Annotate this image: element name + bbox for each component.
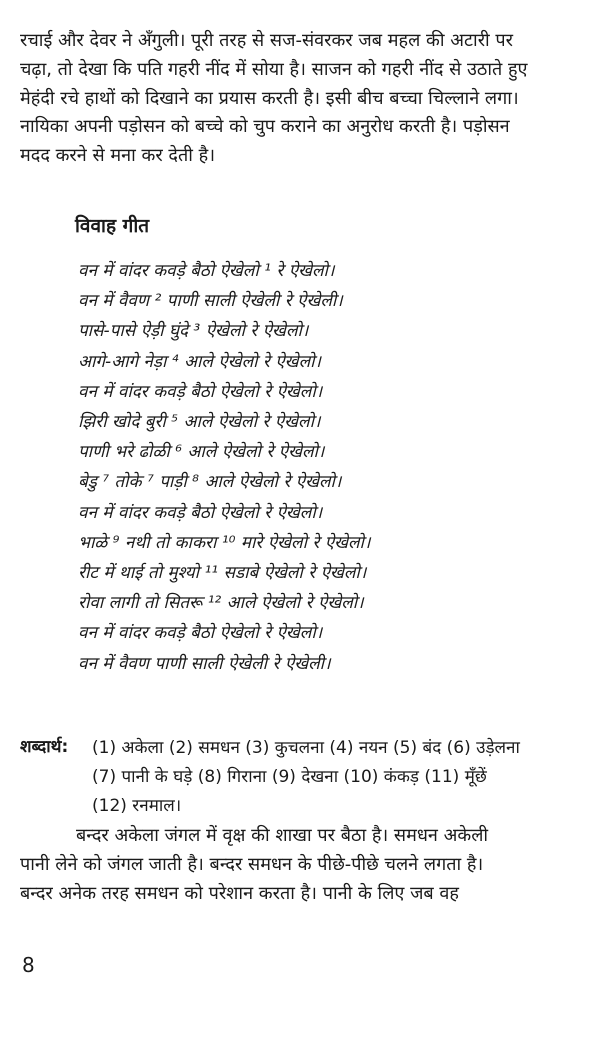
verse-line: पासे-पासे ऐड़ी घुंदे ³ ऐखेलो रे ऐखेलो। xyxy=(78,321,309,342)
text-line: मदद करने से मना कर देती है। xyxy=(20,145,216,167)
page-number: 8 xyxy=(22,953,35,977)
explanation-paragraph xyxy=(20,822,582,908)
verse-line: वन में वैवण पाणी साली ऐखेली रे ऐखेली। xyxy=(78,653,331,674)
text-line: मेहंदी रचे हाथों को दिखाने का प्रयास करती है। इसी बीच बच्चा चिल्लाने लगा। xyxy=(20,87,519,109)
text-line: नायिका अपनी पड़ोसन को बच्चे को चुप कराने का अनुरोध करती है। पड़ोसन xyxy=(20,116,510,138)
glossary-line: (12) रनमाल। xyxy=(92,796,182,816)
text-line: रचाई और देवर ने अँगुली। पूरी तरह से सज-संवरकर जब महल की अटारी पर xyxy=(20,30,514,51)
verse-line: झिरी खोदे बुरी ⁵ आले ऐखेलो रे ऐखेलो। xyxy=(78,412,321,433)
verse-line: बेडु ⁷ तोके ⁷ पाड़ी ⁸ आले ऐखेलो रे ऐखेलो। xyxy=(78,472,342,493)
glossary-label: शब्दार्थ: xyxy=(20,737,69,757)
text-line: बन्दर अनेक तरह समधन को परेशान करता है। पानी के लिए जब वह xyxy=(20,882,459,904)
song-title: विवाह गीत xyxy=(75,215,150,237)
glossary xyxy=(92,734,520,821)
verse-line: वन में वांदर कवड़े बैठो ऐखेलो रे ऐखेलो। xyxy=(78,502,323,523)
verse-line: वन में वांदर कवड़े बैठो ऐखेलो रे ऐखेलो। xyxy=(78,381,323,402)
verse-line: आगे-आगे नेड़ा ⁴ आले ऐखेलो रे ऐखेलो। xyxy=(78,351,321,372)
verse-line: भाळे ⁹ नथी तो काकरा ¹⁰ मारे ऐखेलो रे ऐखेलो। xyxy=(78,532,371,553)
verse-line: वन में वैवण ² पाणी साली ऐखेली रे ऐखेली। xyxy=(78,291,343,312)
verse-line: वन में वांदर कवड़े बैठो ऐखेलो रे ऐखेलो। xyxy=(78,623,323,644)
song-verses xyxy=(78,256,370,679)
verse-line: रीट में थाई तो मुश्यो ¹¹ सडाबे ऐखेलो रे ऐखेलो। xyxy=(78,563,367,584)
glossary-line: (1) अकेला (2) समधन (3) कुचलना (4) नयन (5) बंद (6) उड़ेलना xyxy=(92,738,520,758)
intro-paragraph xyxy=(20,27,582,171)
text-line: चढ़ा, तो देखा कि पति गहरी नींद में सोया है। साजन को गहरी नींद से उठाते हुए xyxy=(20,58,528,80)
verse-line: वन में वांदर कवड़े बैठो ऐखेलो ¹ रे ऐखेलो। xyxy=(78,261,335,281)
glossary-line: (7) पानी के घड़े (8) गिराना (9) देखना (10) कंकड़ (11) मूँछें xyxy=(92,767,487,787)
verse-line: रोवा लागी तो सितरू ¹² आले ऐखेलो रे ऐखेलो। xyxy=(78,593,364,614)
text-line: बन्दर अकेला जंगल में वृक्ष की शाखा पर बैठा है। समधन अकेली xyxy=(76,825,489,846)
verse-line: पाणी भरे ढोळी ⁶ आले ऐखेलो रे ऐखेलो। xyxy=(78,442,325,463)
text-line: पानी लेने को जंगल जाती है। बन्दर समधन के पीछे-पीछे चलने लगता है। xyxy=(20,853,484,875)
